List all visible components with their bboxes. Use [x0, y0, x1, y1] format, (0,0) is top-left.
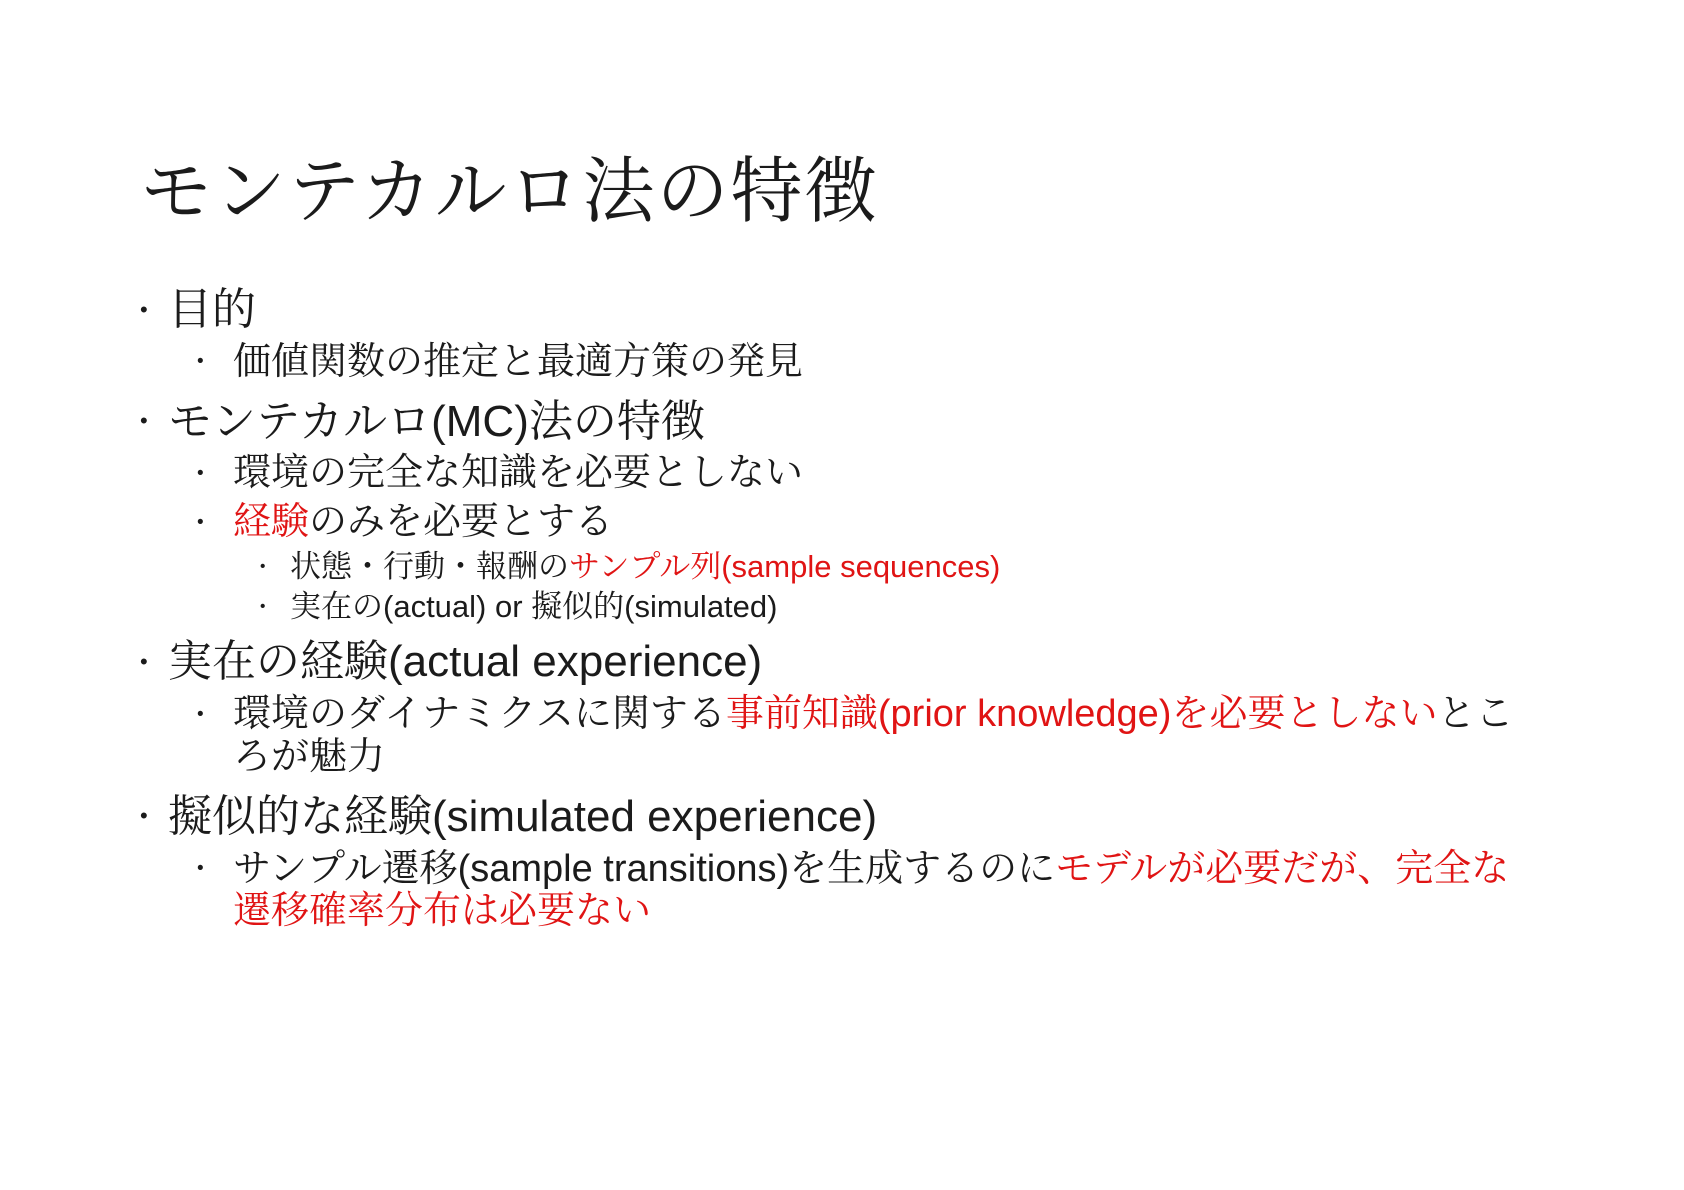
bullet-text — [168, 792, 877, 842]
bullet-item — [140, 285, 1624, 335]
bullet-text — [290, 549, 1000, 584]
text-segment: ところが魅力 — [233, 692, 1514, 778]
bullet-icon: • — [197, 703, 204, 725]
bullet-item — [140, 693, 1624, 779]
text-segment: 擬似的な経験(simulated experience) — [168, 791, 878, 841]
bullet-text — [168, 637, 762, 687]
bullet-icon: • — [140, 803, 148, 829]
text-segment: 実在の経験(actual experience) — [168, 637, 763, 687]
text-segment: サンプル列(sample sequences) — [569, 549, 1001, 585]
bullet-icon: • — [197, 351, 204, 373]
bullet-item — [140, 637, 1624, 687]
bullet-text — [168, 397, 705, 447]
bullet-text — [290, 589, 777, 624]
bullet-item — [140, 452, 1624, 495]
bullet-icon: • — [260, 557, 266, 575]
bullet-item — [140, 792, 1624, 842]
text-segment: 目的 — [168, 284, 256, 334]
text-segment: 状態・行動・報酬の — [290, 549, 569, 585]
bullet-icon: • — [260, 597, 266, 615]
bullet-text — [233, 848, 1543, 934]
bullet-icon: • — [197, 512, 204, 534]
text-segment: 実在の(actual) or 擬似的(simulated) — [290, 589, 778, 625]
bullet-text — [168, 285, 256, 335]
text-segment: のみを必要とする — [309, 501, 614, 544]
bullet-item — [140, 501, 1624, 544]
text-segment: 事前知識(prior knowledge)を必要としない — [725, 692, 1438, 735]
bullet-item — [140, 397, 1624, 447]
text-segment: 環境の完全な知識を必要としない — [233, 452, 804, 495]
text-segment: 価値関数の推定と最適方策の発見 — [233, 340, 804, 383]
bullet-icon: • — [140, 296, 148, 322]
bullet-text — [233, 452, 803, 495]
bullet-icon: • — [140, 648, 148, 674]
bullet-item — [140, 341, 1624, 384]
text-segment: 環境のダイナミクスに関する — [233, 692, 726, 735]
bullet-list — [140, 285, 1624, 933]
text-segment: 経験 — [233, 501, 310, 544]
bullet-text — [233, 501, 613, 544]
bullet-icon: • — [197, 463, 204, 485]
bullet-icon: • — [140, 408, 148, 434]
text-segment: モンテカルロ(MC)法の特徴 — [168, 396, 705, 446]
bullet-item — [140, 848, 1624, 934]
bullet-text — [233, 693, 1543, 779]
bullet-icon: • — [197, 858, 204, 880]
text-segment: モデルが必要だが、完全な遷移確率分布は必要ない — [233, 847, 1510, 933]
bullet-text — [233, 341, 803, 384]
slide-title: モンテカルロ法の特徴 — [140, 152, 879, 232]
bullet-item — [140, 549, 1624, 584]
bullet-item — [140, 589, 1624, 624]
text-segment: サンプル遷移(sample transitions)を生成するのに — [233, 847, 1056, 890]
